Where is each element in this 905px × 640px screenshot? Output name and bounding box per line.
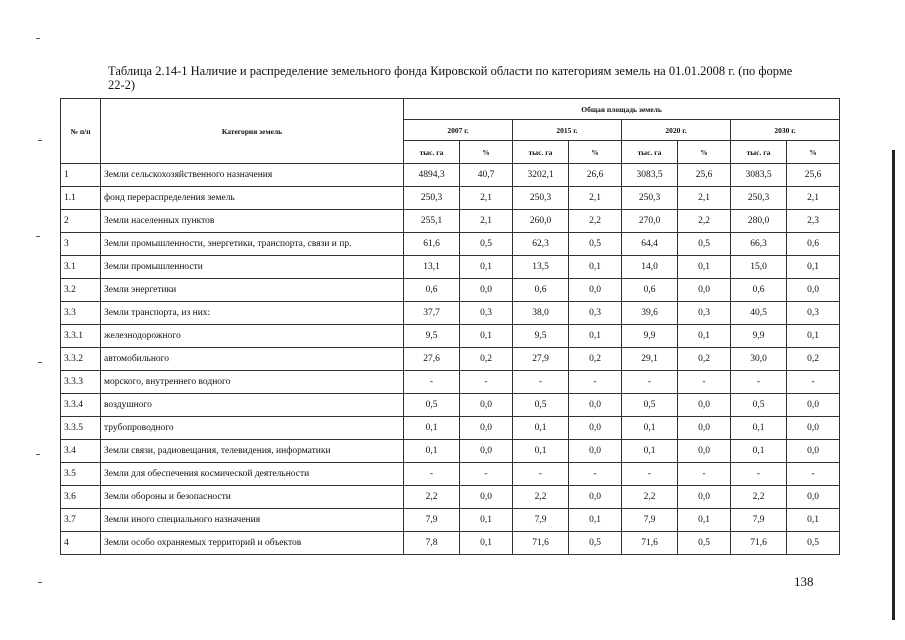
cell-area-ha: 3083,5	[622, 164, 678, 187]
cell-area-ha: -	[513, 371, 569, 394]
cell-share-pct: 0,1	[678, 256, 731, 279]
cell-share-pct: 2,2	[678, 210, 731, 233]
cell-share-pct: 0,0	[678, 279, 731, 302]
cell-share-pct: 0,0	[787, 279, 840, 302]
cell-area-ha: 39,6	[622, 302, 678, 325]
cell-area-ha: 66,3	[731, 233, 787, 256]
row-number: 3	[61, 233, 101, 256]
cell-share-pct: 25,6	[678, 164, 731, 187]
cell-share-pct: 0,5	[678, 233, 731, 256]
cell-share-pct: 0,0	[460, 279, 513, 302]
cell-area-ha: 0,1	[731, 417, 787, 440]
scan-mark	[36, 454, 40, 455]
header-total-area: Общая площадь земель	[404, 99, 840, 120]
cell-share-pct: 0,1	[460, 325, 513, 348]
row-number: 1.1	[61, 187, 101, 210]
cell-share-pct: -	[787, 463, 840, 486]
cell-share-pct: 0,3	[787, 302, 840, 325]
cell-area-ha: 255,1	[404, 210, 460, 233]
table-row	[61, 325, 840, 348]
cell-area-ha: 2,2	[404, 486, 460, 509]
cell-share-pct: 0,5	[569, 532, 622, 555]
cell-area-ha: 29,1	[622, 348, 678, 371]
row-number: 3.4	[61, 440, 101, 463]
cell-share-pct: 0,2	[569, 348, 622, 371]
table-row	[61, 279, 840, 302]
scan-mark	[36, 236, 40, 237]
cell-area-ha: 13,1	[404, 256, 460, 279]
cell-area-ha: 0,6	[622, 279, 678, 302]
cell-share-pct: 0,0	[787, 486, 840, 509]
cell-area-ha: 0,1	[513, 440, 569, 463]
cell-share-pct: 0,0	[460, 417, 513, 440]
cell-area-ha: 2,2	[622, 486, 678, 509]
cell-area-ha: 0,1	[731, 440, 787, 463]
cell-area-ha: 15,0	[731, 256, 787, 279]
header-unit-ha: тыс. га	[622, 141, 678, 164]
row-category: Земли промышленности	[101, 256, 404, 279]
header-num: № п/п	[61, 99, 101, 164]
cell-area-ha: 2,2	[731, 486, 787, 509]
cell-share-pct: 0,2	[678, 348, 731, 371]
cell-area-ha: 13,5	[513, 256, 569, 279]
cell-share-pct: 0,0	[569, 417, 622, 440]
table-row	[61, 233, 840, 256]
row-category: Земли энергетики	[101, 279, 404, 302]
cell-share-pct: 0,0	[787, 440, 840, 463]
cell-share-pct: -	[678, 371, 731, 394]
cell-share-pct: 0,0	[569, 394, 622, 417]
row-category: Земли сельскохозяйственного назначения	[101, 164, 404, 187]
table-row	[61, 371, 840, 394]
header-unit-ha: тыс. га	[513, 141, 569, 164]
cell-area-ha: 40,5	[731, 302, 787, 325]
cell-share-pct: 0,6	[787, 233, 840, 256]
cell-share-pct: 0,2	[460, 348, 513, 371]
cell-share-pct: 0,0	[569, 486, 622, 509]
table-row	[61, 256, 840, 279]
cell-share-pct: 0,5	[569, 233, 622, 256]
cell-share-pct: 0,2	[787, 348, 840, 371]
scan-edge-bar	[892, 150, 895, 620]
row-category: Земли транспорта, из них:	[101, 302, 404, 325]
cell-area-ha: 250,3	[404, 187, 460, 210]
table-row	[61, 164, 840, 187]
cell-area-ha: -	[731, 371, 787, 394]
cell-area-ha: 0,5	[404, 394, 460, 417]
cell-share-pct: 0,0	[460, 394, 513, 417]
cell-area-ha: 270,0	[622, 210, 678, 233]
table-row	[61, 463, 840, 486]
cell-area-ha: 260,0	[513, 210, 569, 233]
table-row	[61, 509, 840, 532]
row-number: 3.7	[61, 509, 101, 532]
header-year-2020: 2020 г.	[622, 120, 731, 141]
cell-area-ha: 7,8	[404, 532, 460, 555]
cell-share-pct: 0,5	[460, 233, 513, 256]
cell-share-pct: 0,5	[787, 532, 840, 555]
cell-share-pct: 0,0	[460, 486, 513, 509]
row-number: 3.3.2	[61, 348, 101, 371]
cell-area-ha: 0,1	[622, 417, 678, 440]
cell-area-ha: 9,5	[513, 325, 569, 348]
cell-area-ha: 61,6	[404, 233, 460, 256]
row-category: морского, внутреннего водного	[101, 371, 404, 394]
cell-share-pct: 2,1	[787, 187, 840, 210]
row-category: Земли особо охраняемых территорий и объектов	[101, 532, 404, 555]
cell-area-ha: 250,3	[622, 187, 678, 210]
cell-area-ha: 7,9	[513, 509, 569, 532]
cell-area-ha: 3083,5	[731, 164, 787, 187]
cell-share-pct: 2,1	[569, 187, 622, 210]
table-row	[61, 348, 840, 371]
cell-area-ha: 0,6	[404, 279, 460, 302]
table-title: Таблица 2.14-1 Наличие и распределение земельного фонда Кировской области по категориям земель на 01.01.2008 г. (по форме 22-2)	[108, 64, 793, 92]
cell-area-ha: 2,2	[513, 486, 569, 509]
row-number: 3.3.5	[61, 417, 101, 440]
header-year-2030: 2030 г.	[731, 120, 840, 141]
cell-area-ha: 0,5	[731, 394, 787, 417]
cell-share-pct: -	[569, 371, 622, 394]
table-row	[61, 394, 840, 417]
cell-share-pct: 0,1	[787, 509, 840, 532]
cell-share-pct: 0,0	[678, 394, 731, 417]
row-number: 3.2	[61, 279, 101, 302]
table-body	[61, 164, 840, 555]
row-category: Земли населенных пунктов	[101, 210, 404, 233]
page-number: 138	[794, 574, 814, 589]
cell-area-ha: 0,5	[513, 394, 569, 417]
row-number: 3.3	[61, 302, 101, 325]
row-number: 3.3.4	[61, 394, 101, 417]
cell-area-ha: 0,6	[731, 279, 787, 302]
land-fund-table	[60, 98, 840, 555]
table-row	[61, 210, 840, 233]
header-unit-pct: %	[460, 141, 513, 164]
cell-area-ha: 27,6	[404, 348, 460, 371]
cell-area-ha: 0,1	[622, 440, 678, 463]
table-row	[61, 302, 840, 325]
cell-share-pct: 0,3	[569, 302, 622, 325]
header-year-2007: 2007 г.	[404, 120, 513, 141]
cell-area-ha: 250,3	[513, 187, 569, 210]
cell-share-pct: 40,7	[460, 164, 513, 187]
cell-area-ha: 9,5	[404, 325, 460, 348]
cell-area-ha: -	[731, 463, 787, 486]
cell-area-ha: 7,9	[622, 509, 678, 532]
row-number: 2	[61, 210, 101, 233]
cell-share-pct: 2,1	[460, 187, 513, 210]
cell-area-ha: -	[622, 371, 678, 394]
header-year-2015: 2015 г.	[513, 120, 622, 141]
row-category: автомобильного	[101, 348, 404, 371]
cell-share-pct: 0,3	[678, 302, 731, 325]
header-unit-pct: %	[678, 141, 731, 164]
cell-share-pct: 0,0	[569, 279, 622, 302]
scan-mark	[36, 38, 40, 39]
cell-area-ha: 38,0	[513, 302, 569, 325]
scan-mark	[38, 582, 42, 583]
row-category: железнодорожного	[101, 325, 404, 348]
cell-share-pct: 0,0	[678, 486, 731, 509]
cell-share-pct: -	[569, 463, 622, 486]
cell-area-ha: 0,1	[404, 417, 460, 440]
cell-area-ha: 64,4	[622, 233, 678, 256]
cell-area-ha: 7,9	[404, 509, 460, 532]
cell-area-ha: 71,6	[513, 532, 569, 555]
cell-share-pct: 2,3	[787, 210, 840, 233]
scan-mark	[38, 362, 42, 363]
cell-area-ha: 7,9	[731, 509, 787, 532]
scan-mark	[38, 140, 42, 141]
cell-share-pct: 0,1	[569, 256, 622, 279]
cell-share-pct: -	[460, 371, 513, 394]
row-category: Земли для обеспечения космической деятельности	[101, 463, 404, 486]
row-number: 3.1	[61, 256, 101, 279]
header-unit-pct: %	[787, 141, 840, 164]
cell-share-pct: 26,6	[569, 164, 622, 187]
table-row	[61, 440, 840, 463]
cell-area-ha: 14,0	[622, 256, 678, 279]
cell-share-pct: 0,0	[569, 440, 622, 463]
cell-area-ha: -	[404, 371, 460, 394]
cell-area-ha: -	[622, 463, 678, 486]
cell-share-pct: -	[460, 463, 513, 486]
cell-area-ha: 9,9	[731, 325, 787, 348]
cell-area-ha: -	[404, 463, 460, 486]
cell-share-pct: 0,5	[678, 532, 731, 555]
cell-share-pct: 0,1	[569, 509, 622, 532]
cell-area-ha: 62,3	[513, 233, 569, 256]
cell-share-pct: 0,1	[460, 256, 513, 279]
row-category: Земли связи, радиовещания, телевидения, информатики	[101, 440, 404, 463]
cell-share-pct: -	[787, 371, 840, 394]
cell-area-ha: 4894,3	[404, 164, 460, 187]
table-row	[61, 532, 840, 555]
cell-share-pct: 0,1	[787, 256, 840, 279]
cell-area-ha: 280,0	[731, 210, 787, 233]
cell-area-ha: -	[513, 463, 569, 486]
cell-share-pct: 2,1	[678, 187, 731, 210]
header-unit-pct: %	[569, 141, 622, 164]
cell-area-ha: 9,9	[622, 325, 678, 348]
cell-share-pct: -	[678, 463, 731, 486]
cell-share-pct: 0,0	[678, 417, 731, 440]
cell-share-pct: 2,2	[569, 210, 622, 233]
cell-share-pct: 0,3	[460, 302, 513, 325]
cell-share-pct: 2,1	[460, 210, 513, 233]
cell-share-pct: 0,0	[678, 440, 731, 463]
row-category: Земли промышленности, энергетики, транспорта, связи и пр.	[101, 233, 404, 256]
row-number: 4	[61, 532, 101, 555]
row-number: 3.3.1	[61, 325, 101, 348]
cell-share-pct: 0,1	[569, 325, 622, 348]
cell-share-pct: 0,1	[678, 325, 731, 348]
row-number: 1	[61, 164, 101, 187]
cell-share-pct: 0,1	[678, 509, 731, 532]
cell-share-pct: 25,6	[787, 164, 840, 187]
cell-area-ha: 71,6	[731, 532, 787, 555]
row-category: Земли иного специального назначения	[101, 509, 404, 532]
header-unit-ha: тыс. га	[731, 141, 787, 164]
table-row	[61, 417, 840, 440]
cell-share-pct: 0,1	[787, 325, 840, 348]
row-category: Земли обороны и безопасности	[101, 486, 404, 509]
row-category: фонд перераспределения земель	[101, 187, 404, 210]
cell-area-ha: 0,1	[513, 417, 569, 440]
cell-area-ha: 71,6	[622, 532, 678, 555]
row-number: 3.5	[61, 463, 101, 486]
cell-area-ha: 0,5	[622, 394, 678, 417]
cell-share-pct: 0,0	[787, 417, 840, 440]
table-row	[61, 187, 840, 210]
cell-area-ha: 0,6	[513, 279, 569, 302]
cell-share-pct: 0,1	[460, 532, 513, 555]
cell-area-ha: 0,1	[404, 440, 460, 463]
cell-share-pct: 0,0	[787, 394, 840, 417]
row-category: воздушного	[101, 394, 404, 417]
cell-area-ha: 250,3	[731, 187, 787, 210]
table-row	[61, 486, 840, 509]
cell-area-ha: 3202,1	[513, 164, 569, 187]
cell-share-pct: 0,1	[460, 509, 513, 532]
row-number: 3.6	[61, 486, 101, 509]
header-category: Категория земель	[101, 99, 404, 164]
row-number: 3.3.3	[61, 371, 101, 394]
cell-area-ha: 37,7	[404, 302, 460, 325]
header-unit-ha: тыс. га	[404, 141, 460, 164]
cell-area-ha: 27,9	[513, 348, 569, 371]
cell-share-pct: 0,0	[460, 440, 513, 463]
row-category: трубопроводного	[101, 417, 404, 440]
cell-area-ha: 30,0	[731, 348, 787, 371]
